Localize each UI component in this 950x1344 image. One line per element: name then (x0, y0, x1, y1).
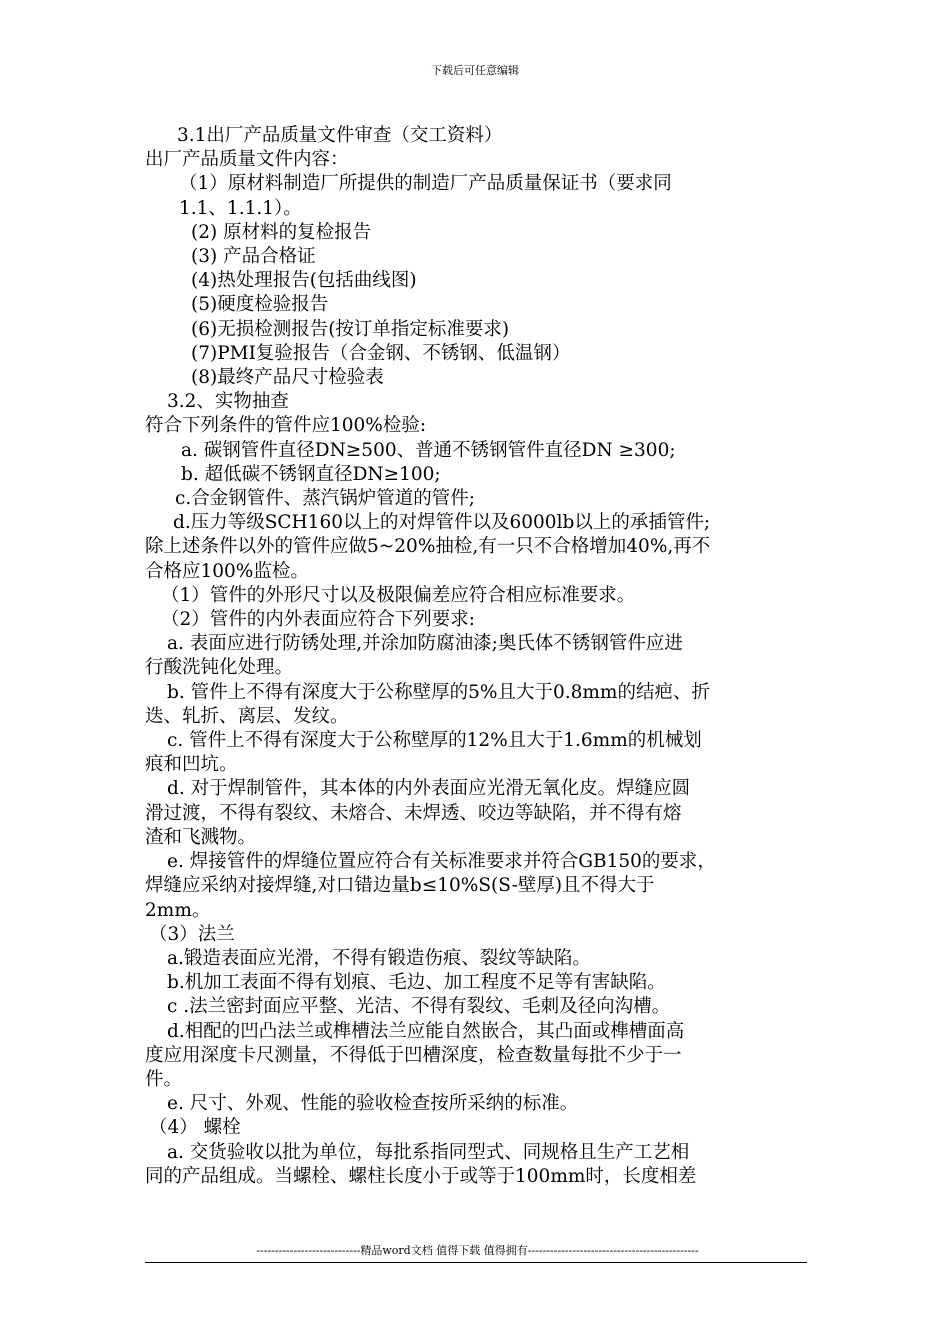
text-line: 迭、轧折、离层、发纹。 (145, 705, 349, 727)
text-line: （1）原材料制造厂所提供的制造厂产品质量保证书（要求同 (179, 173, 672, 195)
text-line: （4） 螺栓 (149, 1117, 241, 1139)
footer-note: ----------------------------精品word文档 值得下载 值得拥有---------------------------------------------- (256, 1244, 699, 1257)
document-body (145, 124, 810, 1189)
text-line: (5)硬度检验报告 (191, 294, 329, 316)
footer-rule (145, 1262, 807, 1263)
text-line: 出厂产品质量文件内容： (145, 149, 349, 171)
text-line: 同的产品组成。当螺栓、螺柱长度小于或等于100mm时，长度相差 (145, 1165, 697, 1187)
text-line: 滑过渡，不得有裂纹、未熔合、未焊透、咬边等缺陷，并不得有熔 (145, 802, 682, 824)
text-line: a. 表面应进行防锈处理,并涂加防腐油漆;奥氏体不锈钢管件应进 (167, 633, 683, 655)
text-line: a.锻造表面应光滑，不得有锻造伤痕、裂纹等缺陷。 (167, 947, 591, 969)
text-line: （2）管件的内外表面应符合下列要求: (161, 609, 476, 631)
text-line: (2) 原材料的复检报告 (191, 221, 372, 243)
text-line: 行酸洗钝化处理。 (145, 657, 294, 679)
text-line: d.压力等级SCH160以上的对焊管件以及6000lb以上的承插管件; (173, 512, 711, 534)
text-line: 合格应100%监检。 (145, 560, 309, 582)
text-line: (3) 产品合格证 (191, 246, 316, 268)
text-line: d.相配的凹凸法兰或榫槽法兰应能自然嵌合，其凸面或榫槽面高 (167, 1020, 685, 1042)
text-line: 1.1、1.1.1）。 (179, 197, 302, 219)
text-line: b.机加工表面不得有划痕、毛边、加工程度不足等有害缺陷。 (167, 972, 666, 994)
text-line: b. 超低碳不锈钢直径DN≥100; (181, 463, 441, 485)
text-line: d. 对于焊制管件，其本体的内外表面应光滑无氧化皮。焊缝应圆 (167, 778, 691, 800)
text-line: c .法兰密封面应平整、光洁、不得有裂纹、毛刺及径向沟槽。 (167, 996, 671, 1018)
text-line: 渣和飞溅物。 (145, 826, 257, 848)
text-line: (7)PMI复验报告（合金钢、不锈钢、低温钢） (191, 342, 571, 364)
text-line: （1）管件的外形尺寸以及极限偏差应符合相应标准要求。 (161, 584, 636, 606)
text-line: 度应用深度卡尺测量，不得低于凹槽深度，检查数量每批不少于一 (145, 1044, 682, 1066)
text-line: a. 交货验收以批为单位，每批系指同型式、同规格且生产工艺相 (167, 1141, 690, 1163)
header-note: 下载后可任意编辑 (431, 64, 519, 77)
text-line: (4)热处理报告(包括曲线图) (191, 270, 417, 292)
text-line: 3.1出厂产品质量文件审查（交工资料） (177, 125, 503, 146)
text-line: c.合金钢管件、蒸汽锅炉管道的管件; (175, 488, 475, 510)
text-line: 件。 (145, 1068, 183, 1090)
text-line: 除上述条件以外的管件应做5~20%抽检,有一只不合格增加40%,再不 (145, 536, 711, 558)
text-line: e. 尺寸、外观、性能的验收检查按所采纳的标准。 (167, 1093, 579, 1115)
text-line: b. 管件上不得有深度大于公称壁厚的5%且大于0.8mm的结疤、折 (167, 681, 710, 703)
text-line: 痕和凹坑。 (145, 754, 238, 776)
text-line: 符合下列条件的管件应100%检验: (145, 415, 427, 437)
text-line: (8)最终产品尺寸检验表 (191, 367, 384, 389)
text-line: 3.2、实物抽查 (167, 391, 289, 413)
text-line: (6)无损检测报告(按订单指定标准要求) (191, 318, 510, 340)
text-line: 焊缝应采纳对接焊缝,对口错边量b≤10%S(S-壁厚)且不得大于 (145, 875, 655, 897)
text-line: 2mm。 (145, 899, 211, 921)
text-line: e. 焊接管件的焊缝位置应符合有关标准要求并符合GB150的要求， (167, 851, 716, 873)
text-line: c. 管件上不得有深度大于公称壁厚的12%且大于1.6mm的机械划 (167, 730, 702, 752)
text-line: a. 碳钢管件直径DN≥500、普通不锈钢管件直径DN ≥300; (181, 439, 676, 461)
text-line: （3）法兰 (149, 923, 235, 945)
